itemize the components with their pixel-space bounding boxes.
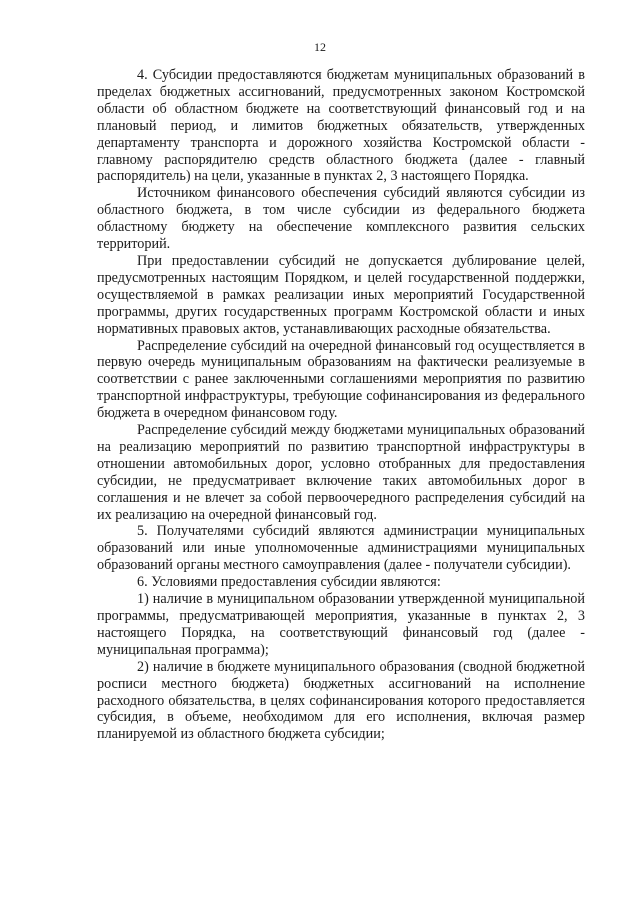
paragraph-funding-source: Источником финансового обеспечения субсидий являются субсидии из областного бюджета, в том числе субсидии из федерального бюджета областному бюджету на обеспечение комплексного развития сельских территорий. bbox=[97, 185, 585, 253]
document-body bbox=[97, 67, 585, 743]
paragraph-no-duplication: При предоставлении субсидий не допускается дублирование целей, предусмотренных настоящим Порядком, и целей государственной поддержки, осуществляемой в рамках реализации иных мероприятий Государственной программы, других государственных программ Костромской области и иных нормативных правовых актов, устанавливающих расходные обязательства. bbox=[97, 252, 585, 337]
list-item-condition-1: 1) наличие в муниципальном образовании утвержденной муниципальной программы, предусматривающей мероприятия, указанные в пунктах 2, 3 настоящего Порядка, на соответствующий финансовый год (далее - муниципальная программа); bbox=[97, 591, 585, 658]
paragraph-5-recipients: 5. Получателями субсидий являются администрации муниципальных образований или иные уполномоченные администрациями муниципальных образований органы местного самоуправления (далее - получатели субсидии). bbox=[97, 523, 585, 574]
paragraph-distribution-priority: Распределение субсидий на очередной финансовый год осуществляется в первую очередь муниципальным образованиям на фактически реализуемые в соответствии с ранее заключенными соглашениями мероприятия по развитию транспортной инфраструктуры, требующие софинансирования из федерального бюджета в очередном финансовом году. bbox=[97, 337, 585, 422]
paragraph-4-subsidies: 4. Субсидии предоставляются бюджетам муниципальных образований в пределах бюджетных ассигнований, предусмотренных законом Костромской области об областном бюджете на соответствующий финансовый год и на плановый период, и лимитов бюджетных обязательств, утвержденных департаменту транспорта и дорожного хозяйства Костромской области - главному распорядителю средств областного бюджета (далее - главный распорядитель) на цели, указанные в пунктах 2, 3 настоящего Порядка. bbox=[97, 67, 585, 185]
paragraph-6-conditions: 6. Условиями предоставления субсидии являются: bbox=[137, 574, 441, 591]
page-number: 12 bbox=[314, 40, 326, 54]
list-item-condition-2: 2) наличие в бюджете муниципального образования (сводной бюджетной росписи местного бюджета) бюджетных ассигнований на исполнение расходного обязательства, в целях софинансирования которого предоставляется субсидия, в объеме, необходимом для его исполнения, включая размер планируемой из областного бюджета субсидии; bbox=[97, 658, 585, 743]
paragraph-distribution-roads: Распределение субсидий между бюджетами муниципальных образований на реализацию мероприятий по развитию транспортной инфраструктуры в отношении автомобильных дорог, условно отобранных для предоставления субсидии, не предусматривает включение таких автомобильных дорог в соглашения и не влечет за собой первоочередного распределения субсидий на их реализацию на очередной финансовый год. bbox=[97, 422, 585, 523]
